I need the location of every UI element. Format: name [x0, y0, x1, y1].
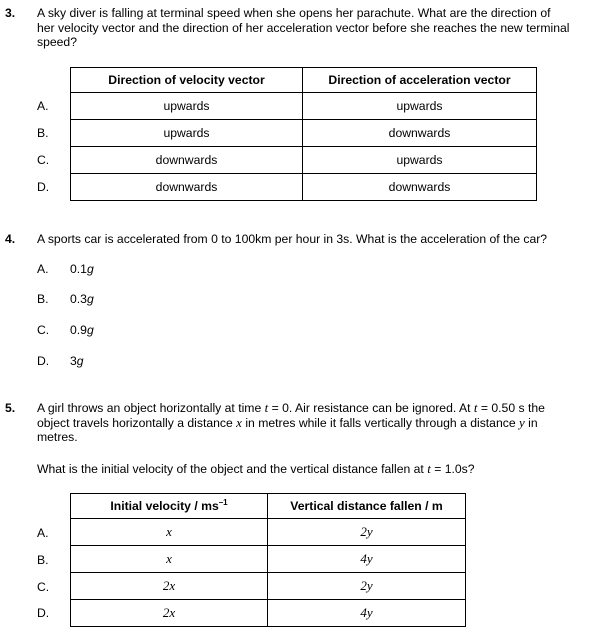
- option-number: 0.3: [70, 292, 87, 306]
- question-5-stem-line: [37, 416, 607, 431]
- question-3-table: [70, 67, 537, 201]
- velocity-cell: 2x: [71, 573, 268, 600]
- question-3-stem-line: her velocity vector and the direction of her acceleration vector before she reaches the new terminal: [37, 20, 570, 35]
- text-run: in: [524, 415, 538, 430]
- option-value-a: [70, 262, 94, 276]
- option-unit: g: [76, 354, 84, 368]
- table-row: [71, 546, 466, 573]
- option-letter-c: C.: [37, 323, 50, 337]
- variable-t: t: [473, 400, 478, 415]
- table-row: [71, 147, 537, 174]
- table-header-row: [71, 68, 537, 93]
- question-3-stem: [37, 6, 607, 50]
- option-letter-b: B.: [37, 126, 49, 140]
- velocity-cell: upwards: [71, 93, 303, 120]
- velocity-cell: upwards: [71, 120, 303, 147]
- text-run: = 1.0s?: [430, 462, 475, 476]
- velocity-cell: 2x: [71, 600, 268, 627]
- table-row: [71, 120, 537, 147]
- distance-cell: 4y: [268, 600, 466, 627]
- text-run: What is the initial velocity of the object and the vertical distance fallen at: [37, 462, 428, 476]
- header-velocity-direction: Direction of velocity vector: [71, 68, 303, 93]
- distance-cell: 2y: [268, 519, 466, 546]
- text-run: A girl throws an object horizontally at time: [37, 401, 265, 415]
- option-letter-c: C.: [37, 153, 50, 167]
- question-3-stem-line: speed?: [37, 35, 77, 49]
- option-letter-a: A.: [37, 262, 49, 276]
- option-value-c: [70, 323, 94, 337]
- option-unit: g: [86, 262, 94, 276]
- velocity-cell: x: [71, 519, 268, 546]
- question-5-stem-line: metres.: [37, 430, 78, 444]
- option-letter-d: D.: [37, 606, 50, 620]
- velocity-cell: x: [71, 546, 268, 573]
- table-row: [71, 519, 466, 546]
- distance-cell: 4y: [268, 546, 466, 573]
- option-letter-d: D.: [37, 180, 50, 194]
- header-vertical-distance: Vertical distance fallen / m: [268, 494, 466, 519]
- option-unit: g: [86, 292, 94, 306]
- table-row: [71, 600, 466, 627]
- variable-x: x: [236, 414, 242, 430]
- velocity-cell: downwards: [71, 174, 303, 201]
- question-3-number: 3.: [5, 6, 16, 20]
- acceleration-cell: downwards: [303, 174, 537, 201]
- variable-t: t: [427, 461, 431, 476]
- velocity-cell: downwards: [71, 147, 303, 174]
- text-run: = 0. Air resistance can be ignored. At: [268, 401, 474, 415]
- acceleration-cell: upwards: [303, 147, 537, 174]
- option-number: 0.9: [70, 323, 87, 337]
- header-initial-velocity: [71, 494, 268, 519]
- text-run: object travels horizontally a distance: [37, 415, 237, 430]
- question-5-number: 5.: [5, 401, 16, 415]
- question-5-prompt: [37, 462, 607, 477]
- question-5-stem-line: [37, 401, 607, 416]
- option-letter-a: A.: [37, 526, 49, 540]
- table-row: [71, 573, 466, 600]
- option-value-d: [70, 354, 84, 368]
- acceleration-cell: downwards: [303, 120, 537, 147]
- option-unit: g: [86, 323, 94, 337]
- option-value-b: [70, 292, 94, 306]
- option-letter-d: D.: [37, 354, 50, 368]
- question-5-stem: [37, 401, 607, 445]
- distance-cell: 2y: [268, 573, 466, 600]
- variable-y: y: [519, 414, 525, 430]
- table-row: [71, 93, 537, 120]
- option-letter-b: B.: [37, 553, 49, 567]
- question-3-stem-line: A sky diver is falling at terminal speed when she opens her parachute. What are the direction of: [37, 6, 551, 20]
- question-5-table: [70, 493, 466, 627]
- table-row: [71, 174, 537, 201]
- table-header-row: [71, 494, 466, 519]
- header-superscript: –1: [218, 498, 228, 508]
- acceleration-cell: upwards: [303, 93, 537, 120]
- header-acceleration-direction: Direction of acceleration vector: [303, 68, 537, 93]
- text-run: in metres while it falls vertically through a distance: [241, 415, 519, 430]
- option-letter-a: A.: [37, 99, 49, 113]
- option-letter-c: C.: [37, 580, 50, 594]
- option-number: 3: [70, 354, 77, 368]
- question-4-stem: A sports car is accelerated from 0 to 100km per hour in 3s. What is the acceleration of the car?: [37, 232, 548, 246]
- header-text: Initial velocity / ms: [110, 499, 219, 514]
- option-letter-b: B.: [37, 292, 49, 306]
- question-4-number: 4.: [5, 232, 16, 246]
- text-run: = 0.50 s the: [477, 401, 545, 415]
- option-number: 0.1: [70, 262, 87, 276]
- variable-t: t: [264, 400, 269, 415]
